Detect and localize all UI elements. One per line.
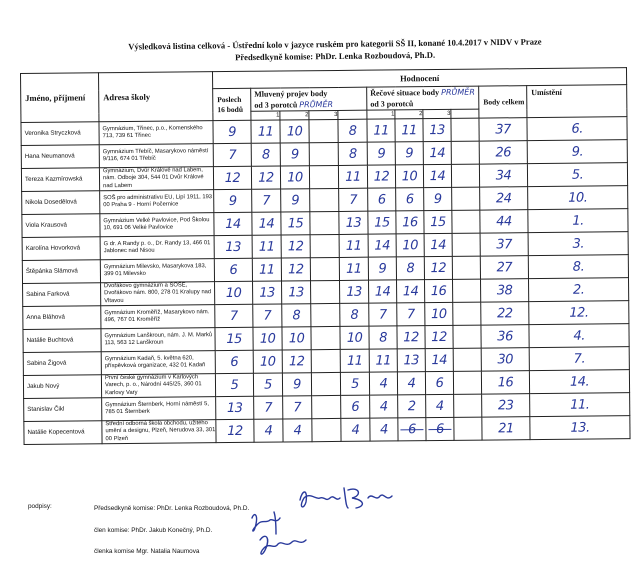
cell-poslech: 6 <box>214 258 252 281</box>
cell-name: Hana Neumanová <box>21 145 99 169</box>
cell-rp <box>453 348 481 371</box>
cell-body: 30 <box>481 348 529 371</box>
cell-rp <box>453 302 481 325</box>
cell-body: 44 <box>480 210 528 233</box>
cell-r2: 9 <box>395 142 423 165</box>
cell-poslech: 13 <box>216 396 254 419</box>
cell-body: 21 <box>482 417 530 440</box>
cell-um: 4. <box>529 324 629 348</box>
cell-um: 8. <box>528 255 628 279</box>
col-num-mp <box>338 110 367 119</box>
col-header-hodnoceni: Hodnocení <box>212 68 626 89</box>
cell-m3 <box>310 188 339 211</box>
signature-line-member-1: člen komise: PhDr. Jakub Konečný, Ph.D. <box>94 527 213 534</box>
cell-r3: 14 <box>424 233 452 256</box>
results-sheet <box>20 67 630 477</box>
cell-name: Stanislav Čikl <box>24 398 102 422</box>
cell-m1: 11 <box>252 258 281 281</box>
mluveny-od3: od 3 porotců <box>254 100 298 110</box>
cell-r2: 6 <box>396 188 424 211</box>
cell-um: 13. <box>530 416 630 440</box>
cell-poslech: 15 <box>215 327 253 350</box>
cell-r2: 7 <box>397 303 425 326</box>
cell-mp: 13 <box>339 211 368 234</box>
recove-prumer: PRŮMĚR <box>441 87 475 97</box>
cell-m3 <box>310 257 339 280</box>
cell-m2: 7 <box>283 396 312 419</box>
cell-m1: 11 <box>251 120 280 143</box>
cell-name: Natálie Kopecentová <box>24 421 102 445</box>
cell-school: Gymnázium Třebíč, Masarykovo náměstí 9/116, 674 01 Třebíč <box>99 144 213 168</box>
cell-m2: 8 <box>282 304 311 327</box>
cell-rp <box>452 187 480 210</box>
cell-m1: 11 <box>252 235 281 258</box>
cell-m1: 8 <box>251 143 280 166</box>
cell-poslech: 14 <box>214 212 252 235</box>
cell-r2: 6 <box>398 418 426 441</box>
cell-poslech: 13 <box>214 235 252 258</box>
col-num-m2: 2 <box>280 111 309 120</box>
cell-r3: 6 <box>426 417 454 440</box>
cell-poslech: 12 <box>213 166 251 189</box>
cell-m3 <box>310 211 339 234</box>
cell-m1: 12 <box>251 166 280 189</box>
col-header-body: Body celkem <box>479 86 527 118</box>
cell-r1: 9 <box>367 142 395 165</box>
cell-m2: 10 <box>282 327 311 350</box>
cell-body: 24 <box>480 187 528 210</box>
cell-mp: 13 <box>340 280 369 303</box>
signature-chair-scribble <box>300 488 392 508</box>
cell-r3: 9 <box>424 187 452 210</box>
cell-m1: 10 <box>253 350 282 373</box>
cell-school: Gymnázium Lanškroun, nám. J. M. Marků 113, 563 12 Lanškroun <box>101 328 215 352</box>
cell-m2: 12 <box>281 235 310 258</box>
cell-um: 2. <box>528 278 628 302</box>
cell-school: Gymnázium Kadaň, 5. května 620, příspěvková organizace, 432 01 Kadaň <box>101 351 215 375</box>
cell-mp: 11 <box>340 349 369 372</box>
cell-r2: 14 <box>397 280 425 303</box>
cell-m2: 15 <box>281 212 310 235</box>
cell-mp: 8 <box>338 142 367 165</box>
cell-m3 <box>309 165 338 188</box>
cell-poslech: 5 <box>215 373 253 396</box>
cell-name: Štěpánka Slámová <box>22 260 100 284</box>
cell-um: 1. <box>528 209 628 233</box>
cell-um: 11. <box>530 393 630 417</box>
cell-r1: 14 <box>368 234 396 257</box>
cell-m3 <box>309 119 338 142</box>
cell-m1: 5 <box>253 373 282 396</box>
cell-r1: 11 <box>367 119 395 142</box>
cell-rp <box>453 371 481 394</box>
cell-name: Anna Bláhová <box>23 306 101 330</box>
cell-r1: 15 <box>368 211 396 234</box>
cell-m2: 9 <box>282 373 311 396</box>
cell-body: 16 <box>481 371 529 394</box>
cell-m3 <box>312 395 341 418</box>
cell-mp: 11 <box>339 234 368 257</box>
cell-r3: 14 <box>423 164 451 187</box>
cell-mp: 10 <box>340 326 369 349</box>
cell-r1: 9 <box>368 257 396 280</box>
cell-school: První české gymnázium v Karlových Varech, p. o., Národní 445/25, 360 01 Karlovy Vary <box>101 374 215 398</box>
cell-mp: 5 <box>340 372 369 395</box>
col-num-r1: 1 <box>367 110 395 119</box>
cell-m3 <box>312 418 341 441</box>
cell-body: 37 <box>480 233 528 256</box>
mluveny-prumer: PRŮMĚR <box>299 99 334 110</box>
cell-m3 <box>311 326 340 349</box>
col-header-poslech: Poslech 16 bodů <box>213 88 251 120</box>
cell-rp <box>453 279 481 302</box>
cell-r2: 16 <box>396 211 424 234</box>
cell-m2: 12 <box>282 350 311 373</box>
signature-member2-scribble <box>260 536 306 554</box>
cell-body: 34 <box>479 164 527 187</box>
cell-poslech: 6 <box>215 350 253 373</box>
cell-poslech: 10 <box>215 281 253 304</box>
cell-name: Veronika Stryczková <box>21 122 99 146</box>
cell-m3 <box>311 349 340 372</box>
cell-body: 37 <box>479 118 527 141</box>
cell-r3: 4 <box>426 394 454 417</box>
cell-rp <box>451 118 479 141</box>
cell-body: 23 <box>482 394 530 417</box>
cell-r1: 4 <box>369 372 397 395</box>
cell-m1: 10 <box>253 327 282 350</box>
cell-school: Gymnázium Milevsko, Masarykova 183, 399 01 Milevsko <box>100 259 214 283</box>
cell-r2: 10 <box>395 165 423 188</box>
cell-rp <box>454 394 482 417</box>
cell-school: Gymnázium Kroměříž, Masarykovo nám. 496, 767 01 Kroměříž <box>101 305 215 329</box>
mluveny-label: Mluvený projev body <box>254 89 328 99</box>
cell-m1: 7 <box>252 189 281 212</box>
cell-mp: 7 <box>339 188 368 211</box>
cell-um: 9. <box>527 140 627 164</box>
cell-name: Tereza Kazmírowská <box>21 168 99 192</box>
cell-school: Gymnázium, Třinec, p.o., Komenského 713, 739 61 Třinec <box>99 121 213 145</box>
cell-rp <box>451 141 479 164</box>
cell-r2: 4 <box>397 372 425 395</box>
cell-m1: 13 <box>253 281 282 304</box>
cell-um: 7. <box>529 347 629 371</box>
cell-um: 10. <box>528 186 628 210</box>
cell-r2: 8 <box>396 257 424 280</box>
col-header-mluveny <box>251 87 367 111</box>
cell-r3: 10 <box>425 302 453 325</box>
cell-m2: 13 <box>282 281 311 304</box>
cell-r3: 12 <box>425 325 453 348</box>
cell-poslech: 7 <box>213 143 251 166</box>
cell-name: Jakub Nový <box>23 375 101 399</box>
cell-r1: 11 <box>369 349 397 372</box>
cell-um: 5. <box>527 163 627 187</box>
cell-um: 6. <box>527 117 627 141</box>
cell-r2: 10 <box>396 234 424 257</box>
cell-m2: 4 <box>283 419 312 442</box>
cell-r2: 11 <box>395 119 423 142</box>
cell-r1: 12 <box>367 165 395 188</box>
recove-label: Řečové situace body <box>370 87 440 98</box>
cell-name: Nikola Dosedělová <box>22 191 100 215</box>
col-header-umisteni: Umístění <box>527 85 627 118</box>
cell-m1: 4 <box>254 419 283 442</box>
results-body <box>21 117 630 445</box>
cell-poslech: 12 <box>216 419 254 442</box>
cell-m1: 14 <box>252 212 281 235</box>
cell-mp: 11 <box>339 257 368 280</box>
cell-body: 38 <box>480 279 528 302</box>
cell-school: Střední odborná škola obchodu, užitého umění a designu, Plzeň, Nerudova 33, 301 00 Plzeň <box>102 420 216 444</box>
col-header-school: Adresa školy <box>99 72 213 122</box>
cell-r1: 8 <box>369 326 397 349</box>
cell-r3: 6 <box>425 371 453 394</box>
signature-line-member-2: členka komise Mgr. Natalia Naumova <box>94 548 200 555</box>
cell-name: Karolína Hovorková <box>22 237 100 261</box>
cell-name: Natálie Buchtová <box>23 329 101 353</box>
cell-r3: 12 <box>424 256 452 279</box>
cell-school: Gymnázium, Dvůr Králové nad Labem, nám. Odboje 304, 544 01 Dvůr Králové nad Labem <box>99 167 213 191</box>
cell-school: SOŠ pro administrativu EU, Lipí 1911, 193 00 Praha 9 - Horní Počernice <box>100 190 214 214</box>
cell-r3: 15 <box>424 210 452 233</box>
signatures-label: podpisy: <box>28 503 52 510</box>
col-num-r2: 2 <box>395 110 423 119</box>
cell-rp <box>452 256 480 279</box>
cell-r2: 13 <box>397 349 425 372</box>
cell-mp: 11 <box>338 165 367 188</box>
cell-school: Dvořákovo gymnázium a SOŠE, Dvořákovo nám. 800, 278 01 Kralupy nad Vltavou <box>101 282 215 306</box>
cell-r2: 12 <box>397 326 425 349</box>
cell-m3 <box>310 234 339 257</box>
cell-rp <box>453 325 481 348</box>
cell-name: Sabina Farková <box>23 283 101 307</box>
cell-um: 3. <box>528 232 628 256</box>
cell-r3: 16 <box>425 279 453 302</box>
cell-r1: 4 <box>370 418 398 441</box>
document-title <box>100 35 570 65</box>
cell-school: G dr. A Randy p. o., Dr. Randy 13, 466 01 Jablonec nad Nisou <box>100 236 214 260</box>
cell-school: Gymnázium Šternberk, Horní náměstí 5, 785 01 Šternberk <box>102 397 216 421</box>
cell-m2: 9 <box>281 189 310 212</box>
cell-rp <box>454 417 482 440</box>
cell-mp: 8 <box>338 119 367 142</box>
recove-od3: od 3 porotců <box>370 99 414 109</box>
col-num-rp <box>451 109 479 118</box>
cell-body: 26 <box>479 141 527 164</box>
title-line-1: Výsledková listina celková - Ústřední kolo v jazyce ruském pro kategorii SŠ II, konané 10.4.2017 v NIDV v Praze <box>128 36 542 52</box>
cell-r3: 14 <box>425 348 453 371</box>
cell-mp: 4 <box>341 418 370 441</box>
cell-body: 27 <box>480 256 528 279</box>
cell-m1: 7 <box>253 304 282 327</box>
cell-body: 36 <box>481 325 529 348</box>
cell-m2: 10 <box>280 120 309 143</box>
cell-name: Sabina Žigová <box>23 352 101 376</box>
title-line-2: Předsedkyně komise: PhDr. Lenka Rozboudová, Ph.D. <box>235 49 436 63</box>
cell-mp: 8 <box>340 303 369 326</box>
cell-m2: 10 <box>280 166 309 189</box>
col-num-m1: 1 <box>251 111 280 120</box>
cell-m3 <box>309 142 338 165</box>
cell-m1: 7 <box>254 396 283 419</box>
results-table <box>20 67 631 445</box>
cell-m3 <box>311 372 340 395</box>
cell-m3 <box>311 280 340 303</box>
signature-line-chair: Předsedkyně komise: PhDr. Lenka Rozboudová, Ph.D. <box>94 505 250 512</box>
cell-body: 22 <box>481 302 529 325</box>
col-num-m3: 3 <box>309 110 338 119</box>
col-header-recove <box>367 86 479 110</box>
cell-rp <box>451 164 479 187</box>
cell-m3 <box>311 303 340 326</box>
cell-r2: 2 <box>398 395 426 418</box>
col-num-r3: 3 <box>423 109 451 118</box>
cell-school: Gymnázium Velké Pavlovice, Pod Školou 10, 691 06 Velké Pavlovice <box>100 213 214 237</box>
cell-poslech: 9 <box>213 120 251 143</box>
cell-name: Viola Krausová <box>22 214 100 238</box>
cell-m2: 12 <box>281 258 310 281</box>
cell-r1: 7 <box>369 303 397 326</box>
cell-r1: 14 <box>369 280 397 303</box>
cell-um: 12. <box>529 301 629 325</box>
cell-poslech: 9 <box>214 189 252 212</box>
cell-um: 14. <box>529 370 629 394</box>
cell-r1: 6 <box>368 188 396 211</box>
cell-r1: 4 <box>370 395 398 418</box>
handwritten-signatures <box>230 478 430 574</box>
cell-poslech: 7 <box>215 304 253 327</box>
table-row <box>24 416 630 445</box>
cell-r3: 14 <box>423 141 451 164</box>
cell-m2: 9 <box>280 143 309 166</box>
signature-member1-scribble <box>252 512 280 534</box>
col-header-name: Jméno, příjmení <box>21 73 99 123</box>
cell-r3: 13 <box>423 118 451 141</box>
cell-mp: 6 <box>341 395 370 418</box>
cell-rp <box>452 210 480 233</box>
cell-rp <box>452 233 480 256</box>
